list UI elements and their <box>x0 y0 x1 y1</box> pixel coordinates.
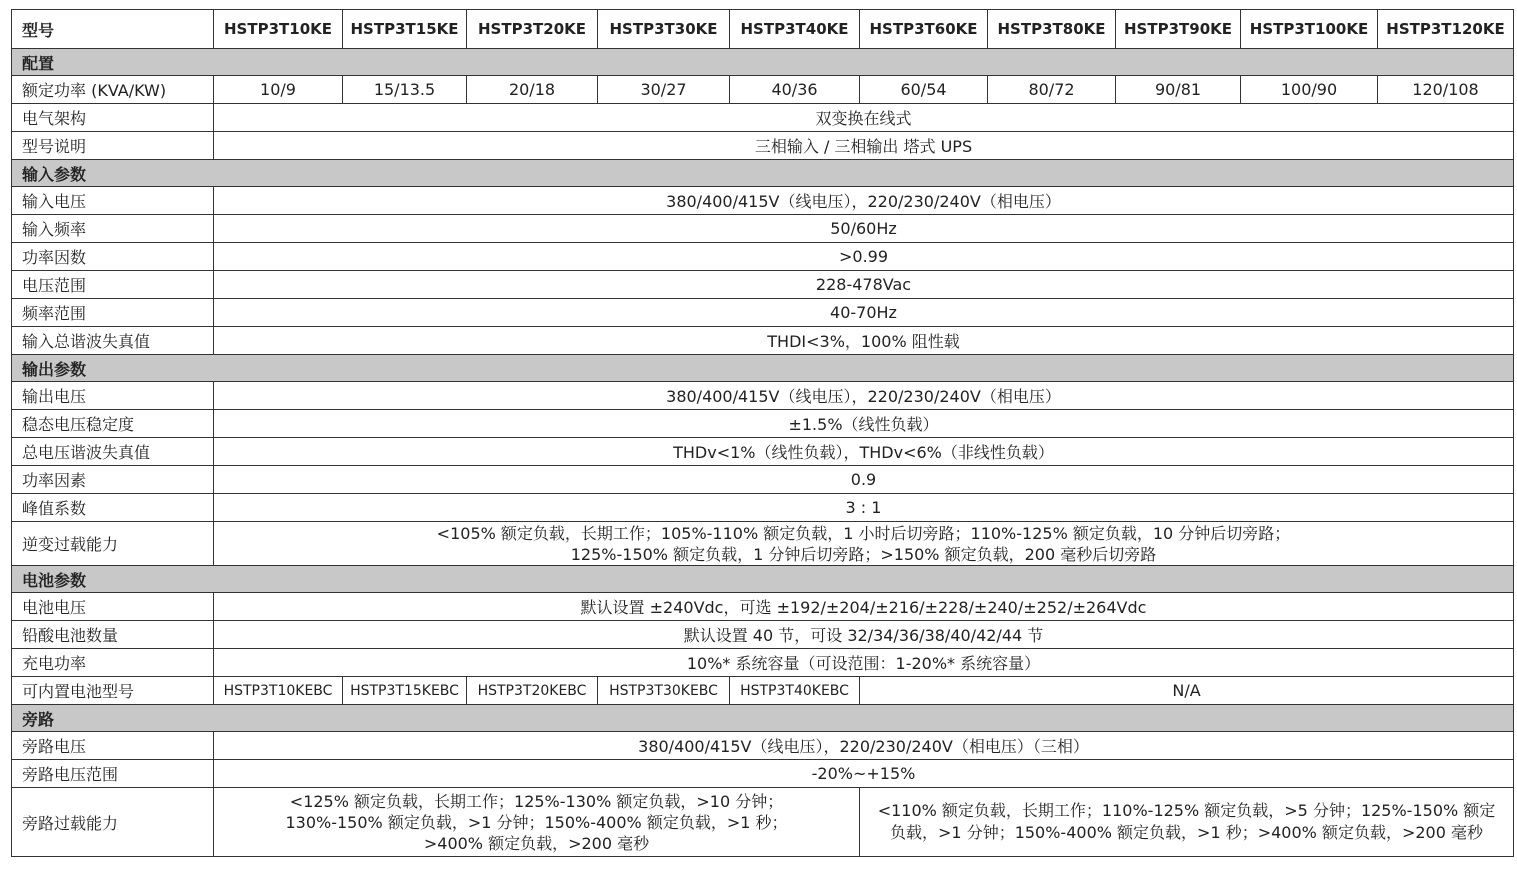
table-row <box>12 299 1514 327</box>
header-row <box>12 10 1514 49</box>
power-value: 10/9 <box>214 76 343 104</box>
table-row <box>12 494 1514 522</box>
row-label: 逆变过载能力 <box>12 522 214 566</box>
section-input <box>12 160 1514 187</box>
bypass-overload-large <box>860 788 1514 857</box>
row-value: 双变换在线式 <box>214 104 1514 132</box>
row-label: 峰值系数 <box>12 494 214 522</box>
row-label: 输入电压 <box>12 187 214 215</box>
row-label: 充电功率 <box>12 649 214 677</box>
table-row <box>12 382 1514 410</box>
model-header: HSTP3T15KE <box>343 10 467 49</box>
power-value: 90/81 <box>1116 76 1241 104</box>
row-label: 功率因素 <box>12 466 214 494</box>
table-row <box>12 215 1514 243</box>
bypass-overload-line: 130%-150% 额定负载，>1 分钟；150%-400% 额定负载，>1 秒； <box>285 812 788 832</box>
model-header: HSTP3T120KE <box>1378 10 1514 49</box>
row-label: 输入总谐波失真值 <box>12 327 214 355</box>
table-row <box>12 760 1514 788</box>
section-title: 旁路 <box>12 705 1514 732</box>
bypass-overload-small <box>214 788 860 857</box>
overload-line: <105% 额定负载，长期工作；105%-110% 额定负载，1 小时后切旁路；110%-125% 额定负载，10 分钟后切旁路； <box>436 523 1291 543</box>
row-value: >0.99 <box>214 243 1514 271</box>
bypass-overload-line: <110% 额定负载，长期工作；110%-125% 额定负载，>5 分钟；125%-150% 额定 <box>877 801 1496 820</box>
battery-model: HSTP3T15KEBC <box>343 677 467 705</box>
row-label: 输入频率 <box>12 215 214 243</box>
table-row <box>12 76 1514 104</box>
battery-model: HSTP3T40KEBC <box>730 677 860 705</box>
model-header: HSTP3T30KE <box>598 10 730 49</box>
table-row <box>12 410 1514 438</box>
power-value: 30/27 <box>598 76 730 104</box>
bypass-overload-line: 负载，>1 分钟；150%-400% 额定负载，>1 秒；>400% 额定负载，>200 毫秒 <box>890 823 1483 842</box>
table-row <box>12 132 1514 160</box>
row-value: 40-70Hz <box>214 299 1514 327</box>
row-value: 380/400/415V（线电压），220/230/240V（相电压）（三相） <box>214 732 1514 760</box>
table-row <box>12 621 1514 649</box>
spec-table <box>11 9 1514 857</box>
row-label: 旁路电压范围 <box>12 760 214 788</box>
section-output <box>12 355 1514 382</box>
row-label: 旁路电压 <box>12 732 214 760</box>
row-label: 旁路过载能力 <box>12 788 214 857</box>
row-value: THDI<3%，100% 阻性载 <box>214 327 1514 355</box>
power-value: 15/13.5 <box>343 76 467 104</box>
row-label: 总电压谐波失真值 <box>12 438 214 466</box>
table-row <box>12 187 1514 215</box>
row-label: 型号说明 <box>12 132 214 160</box>
header-label: 型号 <box>12 10 214 49</box>
row-value: 三相输入 / 三相输出 塔式 UPS <box>214 132 1514 160</box>
model-header: HSTP3T90KE <box>1116 10 1241 49</box>
table-row <box>12 593 1514 621</box>
row-label: 功率因数 <box>12 243 214 271</box>
power-value: 80/72 <box>988 76 1116 104</box>
row-value: 380/400/415V（线电压），220/230/240V（相电压） <box>214 382 1514 410</box>
row-value <box>214 522 1514 566</box>
table-row <box>12 677 1514 705</box>
battery-model: HSTP3T20KEBC <box>467 677 598 705</box>
model-header: HSTP3T60KE <box>860 10 988 49</box>
row-label: 输出电压 <box>12 382 214 410</box>
section-battery <box>12 566 1514 593</box>
table-row <box>12 732 1514 760</box>
table-row <box>12 788 1514 857</box>
row-value: 10%* 系统容量（可设范围：1-20%* 系统容量） <box>214 649 1514 677</box>
power-value: 100/90 <box>1241 76 1378 104</box>
section-config <box>12 49 1514 76</box>
battery-model: HSTP3T10KEBC <box>214 677 343 705</box>
row-label: 可内置电池型号 <box>12 677 214 705</box>
row-value: 380/400/415V（线电压），220/230/240V（相电压） <box>214 187 1514 215</box>
row-label: 铅酸电池数量 <box>12 621 214 649</box>
table-row <box>12 466 1514 494</box>
model-header: HSTP3T80KE <box>988 10 1116 49</box>
bypass-overload-line: >400% 额定负载，>200 毫秒 <box>423 833 650 853</box>
table-row <box>12 243 1514 271</box>
row-value: 3 : 1 <box>214 494 1514 522</box>
section-title: 电池参数 <box>12 566 1514 593</box>
table-row <box>12 522 1514 566</box>
row-label: 额定功率 (KVA/KW) <box>12 76 214 104</box>
row-label: 电池电压 <box>12 593 214 621</box>
bypass-overload-line: <125% 额定负载，长期工作；125%-130% 额定负载，>10 分钟； <box>289 791 784 811</box>
row-value: -20%~+15% <box>214 760 1514 788</box>
power-value: 60/54 <box>860 76 988 104</box>
table-row <box>12 438 1514 466</box>
row-label: 稳态电压稳定度 <box>12 410 214 438</box>
table-row <box>12 271 1514 299</box>
battery-na: N/A <box>860 677 1514 705</box>
power-value: 20/18 <box>467 76 598 104</box>
power-value: 40/36 <box>730 76 860 104</box>
row-value: 228-478Vac <box>214 271 1514 299</box>
model-header: HSTP3T20KE <box>467 10 598 49</box>
table-row <box>12 104 1514 132</box>
model-header: HSTP3T10KE <box>214 10 343 49</box>
battery-model: HSTP3T30KEBC <box>598 677 730 705</box>
row-value: 0.9 <box>214 466 1514 494</box>
model-header: HSTP3T40KE <box>730 10 860 49</box>
row-value: 默认设置 40 节，可设 32/34/36/38/40/42/44 节 <box>214 621 1514 649</box>
overload-line: 125%-150% 额定负载，1 分钟后切旁路；>150% 额定负载，200 毫秒后切旁路 <box>570 544 1157 564</box>
row-label: 电压范围 <box>12 271 214 299</box>
section-bypass <box>12 705 1514 732</box>
row-label: 频率范围 <box>12 299 214 327</box>
row-label: 电气架构 <box>12 104 214 132</box>
section-title: 输出参数 <box>12 355 1514 382</box>
row-value: ±1.5%（线性负载） <box>214 410 1514 438</box>
section-title: 输入参数 <box>12 160 1514 187</box>
section-title: 配置 <box>12 49 1514 76</box>
row-value: THDv<1%（线性负载），THDv<6%（非线性负载） <box>214 438 1514 466</box>
row-value: 默认设置 ±240Vdc，可选 ±192/±204/±216/±228/±240/±252/±264Vdc <box>214 593 1514 621</box>
power-value: 120/108 <box>1378 76 1514 104</box>
table-row <box>12 649 1514 677</box>
model-header: HSTP3T100KE <box>1241 10 1378 49</box>
row-value: 50/60Hz <box>214 215 1514 243</box>
table-row <box>12 327 1514 355</box>
